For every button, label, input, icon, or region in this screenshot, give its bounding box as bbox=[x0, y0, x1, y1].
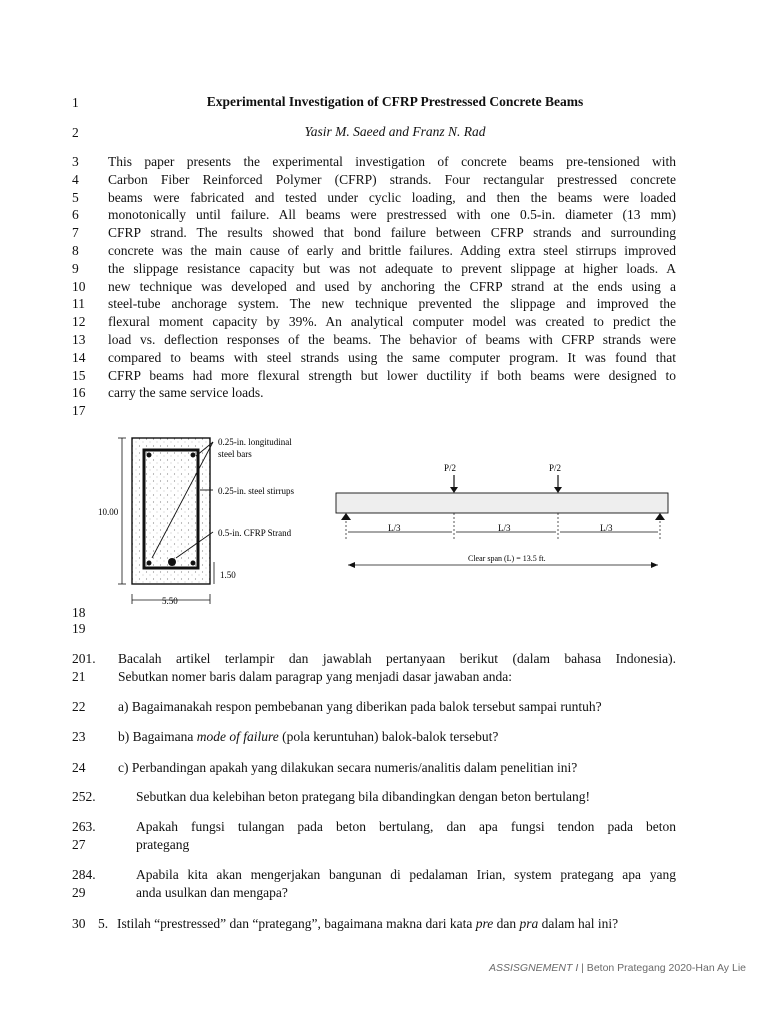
line-number: 284. bbox=[72, 867, 96, 882]
longitudinal-bar bbox=[147, 453, 152, 458]
line-number: 252. bbox=[72, 789, 96, 804]
cfrp-strand bbox=[168, 558, 176, 566]
load-label-right: P/2 bbox=[549, 463, 562, 473]
strand-label: 0.5-in. CFRP Strand bbox=[218, 528, 292, 538]
abstract-line: carry the same service loads. bbox=[108, 385, 264, 401]
question-3-line-1: Apakah fungsi tulangan pada beton bertulang, dan apa fungsi tendon pada beton bbox=[136, 819, 676, 834]
abstract-line: monotonically until failure. All beams were prestressed with one 0.5-in. diameter (13 mm) bbox=[108, 207, 676, 223]
line-number: 1 bbox=[72, 95, 79, 110]
abstract-line: CFRP strand. The results showed that bond failure between CFRP strands and surrounding bbox=[108, 225, 676, 241]
support-left bbox=[341, 513, 351, 520]
line-number: 17 bbox=[72, 403, 86, 419]
line-number: 19 bbox=[72, 621, 86, 636]
page-footer: ASSISGNEMENT I | Beton Prategang 2020-Han Ay Lie bbox=[488, 962, 746, 974]
abstract-line: compared to beams with steel strands using the same computer program. It was found that bbox=[108, 349, 676, 365]
beam-elevation-figure bbox=[330, 455, 676, 575]
beam-body bbox=[336, 493, 668, 513]
line-number: 14 bbox=[72, 349, 86, 365]
abstract-line: concrete was the main cause of early and brittle failures. Adding extra steel stirrups improved bbox=[108, 242, 676, 258]
line-number: 12 bbox=[72, 314, 86, 330]
section-width-label: 5.50 bbox=[162, 596, 178, 606]
line-number: 7 bbox=[72, 225, 79, 241]
line-number: 21 bbox=[72, 669, 86, 684]
section-height-label: 10.00 bbox=[98, 507, 119, 517]
load-label-left: P/2 bbox=[444, 463, 457, 473]
line-number: 201. bbox=[72, 651, 96, 666]
line-number: 8 bbox=[72, 243, 79, 258]
line-number: 5 bbox=[72, 189, 79, 205]
question-5-label: 5. bbox=[98, 916, 109, 931]
line-number: 15 bbox=[72, 367, 86, 383]
abstract-line: load vs. deflection responses of the beams. The behavior of beams with CFRP strands were bbox=[108, 331, 676, 347]
paper-authors: Yasir M. Saeed and Franz N. Rad bbox=[304, 124, 486, 139]
support-right bbox=[655, 513, 665, 520]
line-number: 4 bbox=[72, 171, 79, 187]
line-number: 24 bbox=[72, 760, 86, 775]
line-number: 22 bbox=[72, 699, 86, 714]
longitudinal-bar bbox=[191, 561, 196, 566]
abstract-paragraph bbox=[108, 153, 676, 402]
question-5: Istilah “prestressed” dan “prategang”, bagaimana makna dari kata pre dan pra dalam hal ini? bbox=[117, 916, 619, 931]
abstract-line: the slippage resistance capacity but was not adequate to prevent slippage at higher loads. A bbox=[108, 260, 676, 276]
line-number: 11 bbox=[72, 296, 85, 312]
beam-cross-section-figure bbox=[96, 430, 336, 610]
question-1-line-1: Bacalah artikel terlampir dan jawablah pertanyaan berikut (dalam bahasa Indonesia). bbox=[118, 651, 676, 666]
abstract-line: flexural moment capacity by 39%. An analytical computer model was created to predict the bbox=[108, 314, 676, 330]
question-1-line-2: Sebutkan nomer baris dalam paragrap yang menjadi dasar jawaban anda: bbox=[118, 669, 512, 684]
span-third-label: L/3 bbox=[600, 523, 613, 533]
line-number: 23 bbox=[72, 729, 86, 744]
question-4-line-2: anda usulkan dan mengapa? bbox=[136, 885, 288, 900]
line-number: 263. bbox=[72, 819, 96, 834]
cover-label: 1.50 bbox=[220, 570, 236, 580]
longitudinal-bars-label-2: steel bars bbox=[218, 449, 252, 459]
question-1c: c) Perbandingan apakah yang dilakukan secara numeris/analitis dalam penelitian ini? bbox=[118, 760, 578, 775]
abstract-line: This paper presents the experimental investigation of concrete beams pre-tensioned with bbox=[108, 154, 676, 169]
line-number: 18 bbox=[72, 605, 86, 620]
line-number: 29 bbox=[72, 885, 86, 900]
abstract-line: Carbon Fiber Reinforced Polymer (CFRP) strands. Four rectangular prestressed concrete bbox=[108, 171, 676, 187]
line-number: 27 bbox=[72, 837, 86, 852]
span-third-label: L/3 bbox=[498, 523, 511, 533]
longitudinal-bar bbox=[191, 453, 196, 458]
abstract-line: steel-tube anchorage system. The new technique prevented the slippage and improved the bbox=[108, 296, 676, 312]
line-number: 13 bbox=[72, 332, 86, 347]
line-number: 2 bbox=[72, 125, 79, 140]
line-number: 16 bbox=[72, 385, 86, 401]
abstract-line: CFRP beams had more flexural strength but lower ductility if both beams were designed to bbox=[108, 367, 676, 383]
question-4-line-1: Apabila kita akan mengerjakan bangunan di pedalaman Irian, system prategang apa yang bbox=[136, 867, 676, 882]
line-number: 3 bbox=[72, 154, 79, 169]
stirrups-label: 0.25-in. steel stirrups bbox=[218, 486, 294, 496]
clear-span-label: Clear span (L) = 13.5 ft. bbox=[468, 554, 546, 563]
longitudinal-bars-label: 0.25-in. longitudinal bbox=[218, 437, 292, 447]
line-number: 6 bbox=[72, 207, 79, 223]
abstract-line: beams were fabricated and tested under cyclic loading, and then the beams were loaded bbox=[108, 189, 676, 205]
question-1b: b) Bagaimana mode of failure (pola keruntuhan) balok-balok tersebut? bbox=[118, 729, 499, 744]
line-number: 10 bbox=[72, 278, 86, 294]
line-number: 9 bbox=[72, 260, 79, 276]
paper-title: Experimental Investigation of CFRP Prestressed Concrete Beams bbox=[206, 94, 584, 109]
abstract-line: new technique was developed and used by anchoring the CFRP strand at the ends using a bbox=[108, 278, 676, 294]
line-number: 30 bbox=[72, 916, 86, 931]
span-third-label: L/3 bbox=[388, 523, 401, 533]
question-3-line-2: prategang bbox=[136, 837, 190, 852]
longitudinal-bar bbox=[147, 561, 152, 566]
question-1a: a) Bagaimanakah respon pembebanan yang diberikan pada balok tersebut sampai runtuh? bbox=[118, 699, 602, 714]
question-2: Sebutkan dua kelebihan beton prategang bila dibandingkan dengan beton bertulang! bbox=[136, 789, 590, 804]
